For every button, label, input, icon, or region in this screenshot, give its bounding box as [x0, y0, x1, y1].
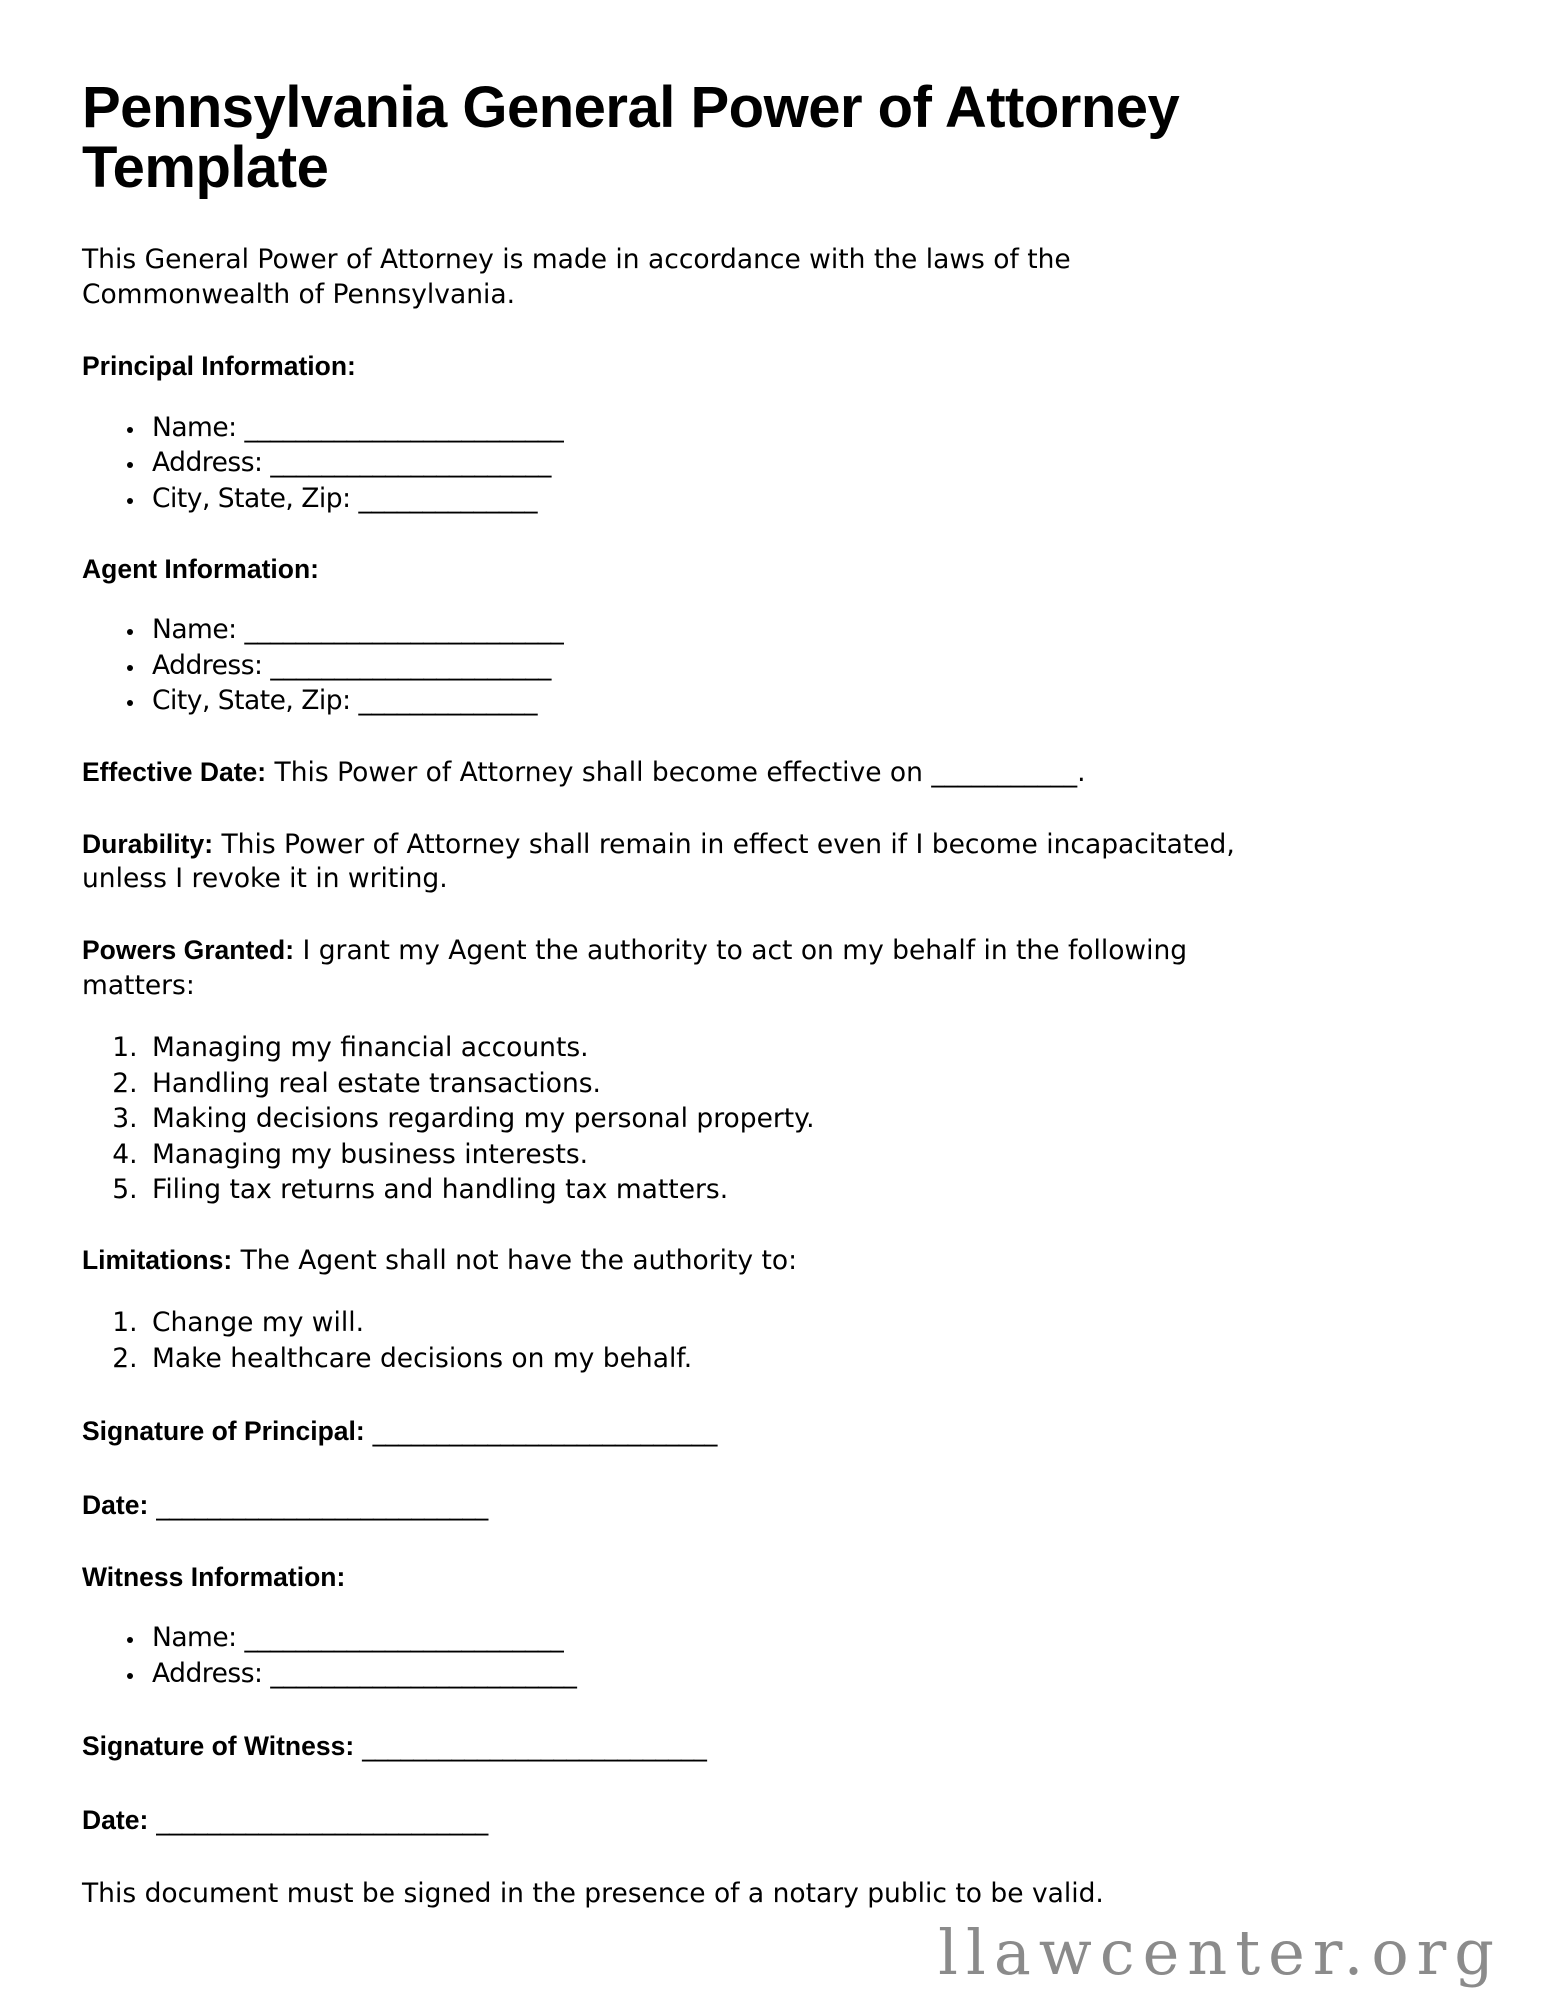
- agent-information-list: [82, 612, 1476, 718]
- effective-date-paragraph: [82, 755, 1262, 791]
- site-watermark: llawcenter.org: [938, 1916, 1502, 1989]
- list-item: [146, 445, 1476, 480]
- durability-paragraph: [82, 827, 1262, 898]
- witness-information-heading: Witness Information:: [82, 1561, 346, 1592]
- effective-date-label: Effective Date:: [82, 756, 267, 787]
- list-item: 2. Handling real estate transactions.: [146, 1066, 1476, 1101]
- page-title: Pennsylvania General Power of Attorney Template: [82, 75, 1180, 200]
- list-item: 3. Making decisions regarding my personal property.: [146, 1101, 1476, 1136]
- principal-city-state-zip-field: City, State, Zip: ______________: [152, 482, 537, 514]
- principal-signature-blank: ___________________________: [364, 1415, 717, 1447]
- witness-signature-label: Signature of Witness:: [82, 1731, 355, 1762]
- powers-granted-paragraph: [82, 933, 1262, 1004]
- intro-paragraph: This General Power of Attorney is made in accordance with the laws of the Commonwealth of Pennsylvania.: [82, 244, 1071, 311]
- list-item: [146, 648, 1476, 683]
- limitations-list: [82, 1305, 1476, 1376]
- list-item: 2. Make healthcare decisions on my behalf.: [146, 1341, 1476, 1376]
- list-item: [146, 612, 1476, 647]
- principal-name-field: Name: _________________________: [152, 411, 564, 443]
- principal-information-list: [82, 410, 1476, 516]
- powers-granted-list: [82, 1030, 1476, 1207]
- list-item: [146, 1656, 1476, 1691]
- witness-address-field: Address: ________________________: [152, 1657, 577, 1689]
- witness-signature-line: [82, 1729, 1476, 1765]
- witness-date-blank: __________________________: [148, 1805, 488, 1837]
- list-item: 5. Filing tax returns and handling tax matters.: [146, 1172, 1476, 1207]
- principal-date-label: Date:: [82, 1489, 149, 1520]
- effective-date-text: This Power of Attorney shall become effective on ___________.: [266, 756, 1086, 788]
- closing-paragraph: This document must be signed in the presence of a notary public to be valid.: [82, 1878, 1104, 1910]
- durability-text: This Power of Attorney shall remain in effect even if I become incapacitated, unless I revoke it in writing.: [82, 828, 1235, 895]
- principal-date-line: [82, 1488, 1476, 1524]
- agent-name-field: Name: _________________________: [152, 614, 564, 646]
- list-item: 1. Managing my financial accounts.: [146, 1030, 1476, 1065]
- list-item: [146, 1620, 1476, 1655]
- list-item: [146, 410, 1476, 445]
- witness-date-label: Date:: [82, 1805, 149, 1836]
- principal-address-field: Address: ______________________: [152, 447, 551, 479]
- powers-granted-text: I grant my Agent the authority to act on my behalf in the following matters:: [82, 935, 1188, 1002]
- principal-information-heading: Principal Information:: [82, 351, 356, 382]
- agent-information-heading: Agent Information:: [82, 553, 319, 584]
- limitations-text: The Agent shall not have the authority to:: [232, 1245, 798, 1277]
- witness-name-field: Name: _________________________: [152, 1622, 564, 1654]
- principal-signature-line: [82, 1414, 1476, 1450]
- list-item: [146, 481, 1476, 516]
- list-item: [146, 683, 1476, 718]
- powers-granted-label: Powers Granted:: [82, 935, 295, 966]
- list-item: 4. Managing my business interests.: [146, 1137, 1476, 1172]
- witness-signature-blank: ___________________________: [354, 1731, 707, 1763]
- list-item: 1. Change my will.: [146, 1305, 1476, 1340]
- durability-label: Durability:: [82, 828, 214, 859]
- witness-date-line: [82, 1803, 1476, 1839]
- agent-address-field: Address: ______________________: [152, 649, 551, 681]
- witness-information-list: [82, 1620, 1476, 1691]
- agent-city-state-zip-field: City, State, Zip: ______________: [152, 685, 537, 717]
- principal-signature-label: Signature of Principal:: [82, 1415, 365, 1446]
- limitations-label: Limitations:: [82, 1245, 233, 1276]
- principal-date-blank: __________________________: [148, 1489, 488, 1521]
- limitations-paragraph: [82, 1243, 1262, 1279]
